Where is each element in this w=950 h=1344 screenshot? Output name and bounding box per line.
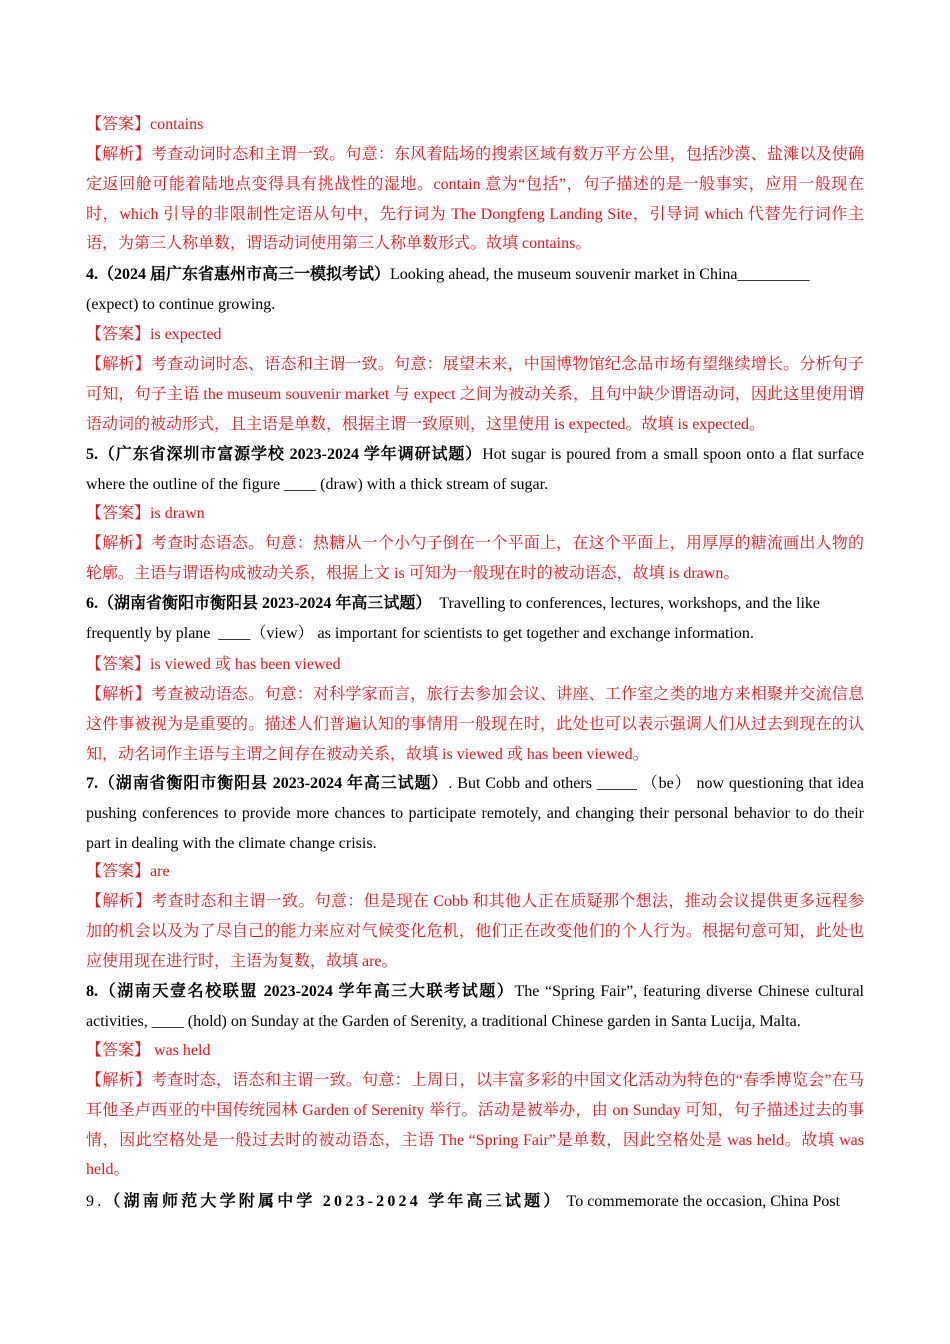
- question-7: [86, 769, 864, 858]
- answer-text: are: [150, 863, 170, 880]
- answer-text: was held: [150, 1042, 211, 1059]
- question-9: [86, 1187, 864, 1217]
- question-text-after: (expect) to continue growing.: [86, 295, 276, 313]
- question-text-after: (draw) with a thick stream of sugar.: [320, 475, 549, 493]
- question-number: 6.: [86, 595, 98, 612]
- answer-text: is expected: [150, 326, 222, 343]
- analysis-text: 考查时态和主谓一致。句意：但是现在 Cobb 和其他人正在质疑那个想法，推动会议提供更多远程参加的机会以及为了尽自己的能力来应对气候变化危机，他们正在改变他们的个人行为。根据句意可知，此处也应使用现在进行时，主语为复数，故填 are。: [86, 893, 864, 970]
- analysis-label: 【解析】: [86, 686, 151, 703]
- analysis-label: 【解析】: [86, 356, 151, 373]
- question-source: （湖南天壹名校联盟 2023-2024 学年高三大联考试题）: [98, 983, 515, 1000]
- analysis-text: 考查动词时态和主谓一致。句意：东风着陆场的搜索区域有数万平方公里，包括沙漠、盐滩以及使确定返回舱可能着陆地点变得具有挑战性的湿地。contain 意为“包括”，句子描述的是一般事实，应用一般现在时，which 引导的非限制性定语从句中，先行词为 The Dongfeng Landing Site，引导词 which 代替先行词作主语，为第三人称单数，谓语动词使用第三人称单数形式。故填 contains。: [86, 146, 864, 253]
- question-text-before: Looking ahead, the museum souvenir market in China: [390, 266, 738, 283]
- answer-line: [86, 110, 864, 140]
- question-number: 5.: [86, 446, 98, 463]
- question-text-before: Travelling to conferences, lectures, workshops, and the like frequently by plane: [86, 595, 820, 642]
- question-blank: ____: [151, 1012, 184, 1030]
- question-source: （湖南省衡阳市衡阳县 2023-2024 年高三试题）: [98, 775, 449, 792]
- answer-line: [86, 650, 864, 680]
- analysis-paragraph: [86, 350, 864, 439]
- answer-line: [86, 1036, 864, 1066]
- answer-label: 【答案】: [86, 116, 151, 133]
- analysis-label: 【解析】: [86, 1072, 151, 1089]
- analysis-paragraph: [86, 1066, 864, 1185]
- question-text-before: Hot sugar is poured from a small spoon onto a flat surface where the outline of the figure: [86, 446, 864, 493]
- analysis-paragraph: [86, 887, 864, 976]
- question-4: [86, 260, 864, 320]
- answer-label: 【答案】: [86, 326, 151, 343]
- analysis-text: 考查时态，语态和主谓一致。句意：上周日，以丰富多彩的中国文化活动为特色的“春季博览会”在马耳他圣卢西亚的中国传统园林 Garden of Serenity 举行。活动是被举办，由 on Sunday 可知，句子描述过去的事情，因此空格处是一般过去时的被动语态，主语 The “Spring Fair”是单数，因此空格处是 was held。故填 was held。: [86, 1072, 864, 1179]
- analysis-label: 【解析】: [86, 146, 151, 163]
- analysis-label: 【解析】: [86, 893, 152, 910]
- answer-line: [86, 857, 864, 887]
- answer-text: contains: [150, 116, 204, 133]
- question-source: （广东省深圳市富源学校 2023-2024 学年调研试题）: [98, 446, 483, 463]
- answer-label: 【答案】: [86, 863, 151, 880]
- question-blank: ____: [218, 624, 251, 642]
- question-8: [86, 977, 864, 1037]
- question-number: 8.: [86, 983, 98, 1000]
- question-source: （湖南师范大学附属中学 2023-2024 学年高三试题）: [104, 1193, 563, 1210]
- question-text-before: The “Spring Fair”, featuring diverse Chinese cultural activities,: [86, 983, 864, 1030]
- question-6: [86, 589, 864, 649]
- analysis-text: 考查动词时态、语态和主谓一致。句意：展望未来，中国博物馆纪念品市场有望继续增长。分析句子可知，句子主语 the museum souvenir market 与 expect 之间为被动关系，且句中缺少谓语动词，因此这里使用谓语动词的被动形式，且主语是单数，根据主谓一致原则，这里使用 is expected。故填 is expected。: [86, 356, 864, 433]
- answer-line: [86, 499, 864, 529]
- question-text-before: To commemorate the occasion, China Post: [566, 1193, 841, 1210]
- analysis-text: 考查被动语态。句意：对科学家而言，旅行去参加会议、讲座、工作室之类的地方来相聚并交流信息这件事被视为是重要的。描述人们普遍认知的事情用一般现在时，此处也可以表示强调人们从过去到现在的认知，动名词作主语与主谓之间存在被动关系，故填 is viewed 或 has been viewed。: [86, 686, 864, 763]
- question-5: [86, 440, 864, 500]
- question-number: 9.: [86, 1193, 105, 1210]
- question-number: 7.: [86, 775, 98, 792]
- analysis-label: 【解析】: [86, 535, 151, 552]
- question-text-before: . But Cobb and others: [448, 775, 592, 792]
- question-source: （2024 届广东省惠州市高三一模拟考试）: [98, 266, 391, 283]
- answer-label: 【答案】: [86, 1042, 151, 1059]
- question-number: 4.: [86, 266, 98, 283]
- analysis-paragraph: [86, 680, 864, 769]
- question-text-after: （be） now questioning that idea pushing conferences to provide more chances to participate remotely, and changing their personal behavior to do their part in dealing with the climate change crisis.: [86, 775, 865, 852]
- answer-text: is drawn: [150, 505, 205, 522]
- answer-line: [86, 320, 864, 350]
- question-text-after: （view） as important for scientists to get together and exchange information.: [250, 624, 754, 642]
- analysis-text: 考查时态语态。句意：热糖从一个小勺子倒在一个平面上，在这个平面上，用厚厚的糖流画出人物的轮廓。主语与谓语构成被动关系，根据上文 is 可知为一般现在时的被动语态，故填 is drawn。: [86, 535, 864, 582]
- answer-label: 【答案】: [86, 656, 151, 673]
- analysis-paragraph: [86, 140, 864, 259]
- question-blank: _____: [596, 775, 637, 792]
- question-blank: _________: [737, 266, 810, 283]
- answer-label: 【答案】: [86, 505, 151, 522]
- analysis-paragraph: [86, 529, 864, 589]
- question-blank: ____: [284, 475, 317, 493]
- answer-text: is viewed 或 has been viewed: [150, 656, 341, 673]
- question-text-after: (hold) on Sunday at the Garden of Serenity, a traditional Chinese garden in Santa Lucija, Malta.: [187, 1012, 801, 1030]
- question-source: （湖南省衡阳市衡阳县 2023-2024 年高三试题）: [98, 595, 432, 612]
